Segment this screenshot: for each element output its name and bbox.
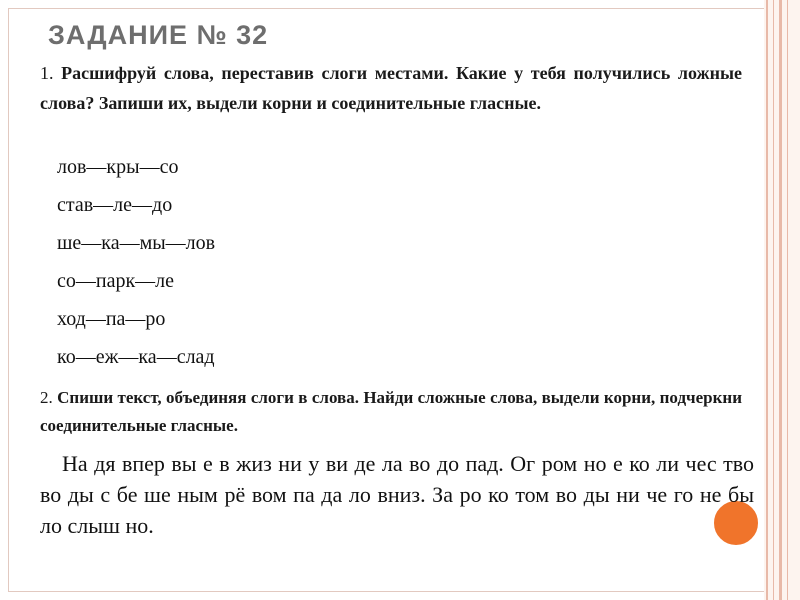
task-1-instruction <box>40 58 742 118</box>
syllable-line: став—ле—до <box>57 194 173 216</box>
task-2-instruction <box>40 384 742 440</box>
task-1-number: 1. <box>40 63 54 83</box>
page-title: ЗАДАНИЕ № 32 <box>48 20 269 50</box>
decor-line <box>766 0 768 600</box>
syllable-line: со—парк—ле <box>57 270 175 292</box>
decor-line <box>787 0 788 600</box>
right-decor-strip <box>764 0 800 600</box>
syllable-list <box>57 148 215 376</box>
task-1-text: Расшифруй слова, переставив слоги местами. Какие у тебя получились ложные слова? Запиши их, выдели корни и соединительные гласные. <box>40 63 742 113</box>
syllable-paragraph: На дя впер вы е в жиз ни у ви де ла во до пад. Ог ром но е ко ли чес тво во ды с бе ше ным рё вом па да ло вниз. За ро ко том во ды ни че го не бы ло слыш но. <box>40 451 754 538</box>
syllable-line: ход—па—ро <box>57 308 166 330</box>
task-2-number: 2. <box>40 388 53 407</box>
decor-line <box>773 0 774 600</box>
task-2-text: Спиши текст, объединяя слоги в слова. Найди сложные слова, выдели корни, подчеркни соединительные гласные. <box>40 388 743 435</box>
syllable-line: ко—еж—ка—слад <box>57 346 215 368</box>
decor-line <box>779 0 782 600</box>
syllable-line: ше—ка—мы—лов <box>57 232 216 254</box>
syllable-line: лов—кры—со <box>57 156 179 178</box>
